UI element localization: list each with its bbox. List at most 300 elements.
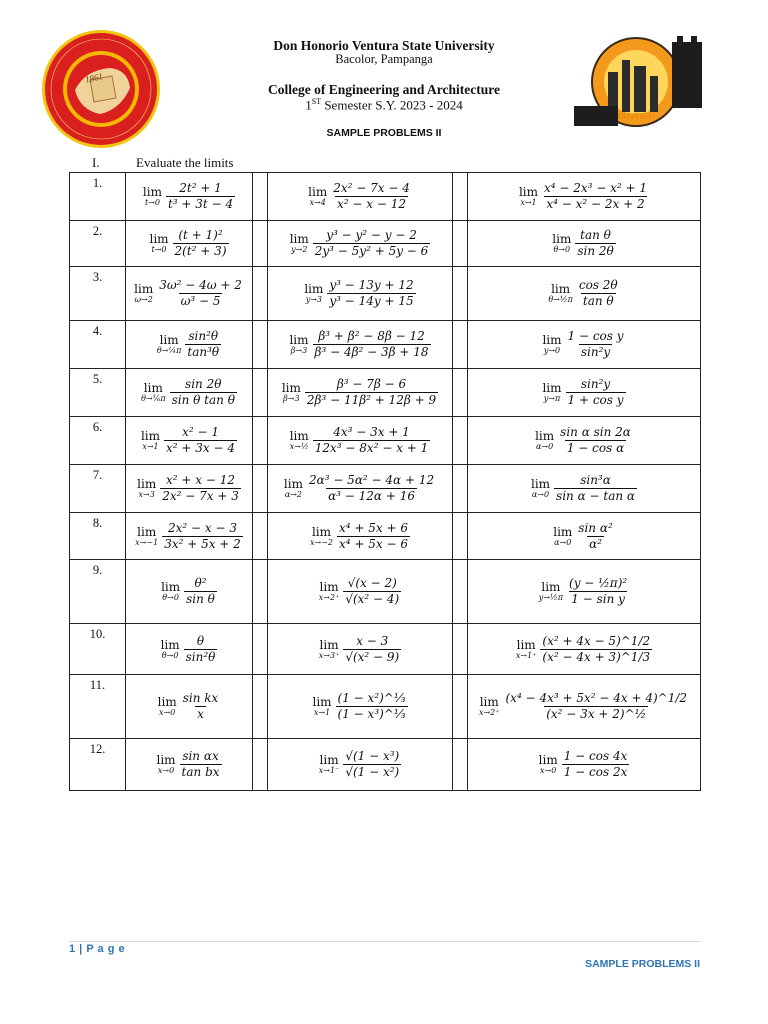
limit [135, 521, 243, 552]
denominator: t³ + 3t − 4 [167, 197, 234, 211]
document-title: SAMPLE PROBLEMS II [326, 127, 442, 139]
lim-word: lim [289, 333, 309, 347]
lim-word: lim [542, 381, 562, 395]
limit-operator [539, 754, 558, 775]
lim-subscript: x→4 [309, 198, 326, 207]
denominator: 1 + cos y [567, 393, 624, 407]
denominator: 3x² + 5x + 2 [164, 536, 241, 551]
column-gap [453, 465, 468, 513]
limit-operator [542, 382, 561, 403]
lim-subscript: t→0 [144, 198, 160, 207]
numerator: x⁴ − 2x³ − x² + 1 [544, 181, 648, 195]
problem-row [70, 560, 701, 624]
fraction [540, 634, 652, 665]
limit [319, 634, 401, 665]
denominator: x [197, 707, 204, 721]
limit-operator [158, 696, 177, 717]
lim-word: lim [530, 477, 551, 491]
limit [134, 278, 244, 309]
limit [157, 329, 221, 360]
denominator: α² [589, 536, 602, 551]
fraction [173, 228, 229, 259]
numerator: y³ − 13y + 12 [329, 278, 414, 292]
limit-expression [468, 675, 701, 739]
limit-expression [126, 369, 253, 417]
limit-operator [156, 754, 175, 775]
column-gap [453, 513, 468, 560]
limit [310, 521, 410, 552]
numerator: θ² [194, 576, 207, 590]
limit-expression [468, 739, 701, 791]
fraction [166, 181, 235, 212]
column-gap [253, 369, 268, 417]
fraction [337, 521, 410, 552]
denominator: x² − x − 12 [337, 197, 407, 211]
lim-subscript: y→2 [291, 245, 308, 254]
limit-operator [552, 233, 571, 254]
limit-operator [319, 581, 340, 602]
fraction [576, 521, 614, 552]
fraction [558, 425, 633, 456]
problem-row [70, 739, 701, 791]
denominator: α³ − 12α + 16 [328, 489, 415, 503]
limit-expression [468, 465, 701, 513]
denominator: x⁴ + 5x − 6 [339, 536, 408, 551]
lim-subscript: x→½ [289, 442, 309, 451]
limit-operator [134, 283, 153, 304]
problem-number: 3. [70, 267, 126, 321]
lim-word: lim [283, 477, 303, 491]
problem-number: 8. [70, 513, 126, 560]
limit-operator [308, 186, 327, 207]
fraction [554, 473, 637, 504]
numerator: 1 − cos 4x [563, 749, 628, 763]
fraction [567, 576, 629, 607]
limit-operator [289, 334, 308, 355]
denominator: x² + 3x − 4 [166, 441, 236, 455]
denominator: sin θ [186, 592, 215, 606]
limit-expression [268, 624, 453, 675]
lim-subscript: x→0 [159, 708, 176, 717]
fraction [180, 749, 222, 780]
limit-expression [468, 321, 701, 369]
limit-expression [268, 321, 453, 369]
limit-expression [468, 369, 701, 417]
numerator: sin α² [578, 520, 613, 535]
column-gap [253, 513, 268, 560]
lim-subscript: x→3 [138, 490, 155, 499]
numerator: sin²θ [188, 329, 219, 343]
lim-word: lim [541, 580, 561, 594]
lim-word: lim [143, 381, 163, 395]
fraction [305, 377, 438, 408]
limit-operator [479, 696, 500, 717]
problem-number: 9. [70, 560, 126, 624]
column-gap [253, 465, 268, 513]
problems-table [69, 172, 701, 791]
limit-operator [516, 639, 537, 660]
denominator: x⁴ − x² − 2x + 2 [546, 197, 645, 211]
limit-expression [126, 417, 253, 465]
footer-title: SAMPLE PROBLEMS II [585, 958, 700, 970]
numerator: (y − ½π)² [569, 576, 628, 590]
limit [548, 278, 619, 309]
limit [542, 329, 625, 360]
lim-word: lim [137, 477, 157, 491]
lim-subscript: θ→⅙π [141, 394, 166, 403]
limit [284, 473, 436, 504]
limit-expression [126, 321, 253, 369]
lim-subscript: α→2 [284, 490, 303, 499]
limit [539, 576, 629, 607]
numerator: sin kx [182, 691, 219, 705]
lim-subscript: x→3⁺ [318, 650, 340, 660]
denominator: (x² − 3x + 2)^½ [546, 707, 647, 721]
limit-expression [268, 560, 453, 624]
limit [282, 377, 438, 408]
numerator: y³ − y² − y − 2 [326, 228, 417, 242]
numerator: √(1 − x³) [345, 749, 400, 763]
numerator: sin αx [182, 749, 219, 763]
lim-subscript: x→−2 [310, 537, 334, 547]
numerator: sin 2θ [185, 377, 222, 391]
limit-expression [468, 417, 701, 465]
denominator: (x² − 4x + 3)^1/3 [542, 649, 651, 664]
limit [519, 181, 649, 212]
numerator: θ [196, 633, 205, 648]
limit [141, 425, 237, 456]
numerator: √(x − 2) [347, 576, 397, 590]
limit [289, 329, 430, 360]
lim-word: lim [479, 695, 499, 709]
numerator: (x² + 4x − 5)^1/2 [542, 633, 651, 648]
lim-subscript: x→1 [520, 198, 537, 207]
numerator: cos 2θ [578, 278, 618, 292]
lim-word: lim [311, 524, 332, 539]
limit-expression [468, 221, 701, 267]
lim-word: lim [319, 580, 339, 594]
lim-word: lim [142, 185, 162, 199]
problem-number: 4. [70, 321, 126, 369]
problem-number: 2. [70, 221, 126, 267]
numerator: x⁴ + 5x + 6 [339, 520, 408, 535]
numerator: sin²y [580, 377, 611, 391]
limit-expression [268, 369, 453, 417]
numerator: x − 3 [356, 633, 389, 648]
limit [290, 425, 431, 456]
numerator: β³ − 7β − 6 [336, 377, 407, 391]
limit [161, 576, 217, 607]
problem-row [70, 321, 701, 369]
fraction [542, 181, 649, 212]
lim-word: lim [542, 333, 562, 347]
limit-operator [290, 430, 309, 451]
limit-expression [468, 560, 701, 624]
numerator: (x⁴ − 4x³ + 5x² − 4x + 4)^1/2 [505, 691, 688, 705]
lim-subscript: y→3 [305, 295, 323, 304]
limit-operator [310, 526, 333, 547]
numerator: sin³α [580, 473, 611, 487]
lim-subscript: x→−1 [135, 537, 159, 547]
numerator: 1 − cos y [567, 329, 624, 343]
limit [542, 377, 625, 408]
fraction [343, 749, 401, 780]
column-gap [253, 173, 268, 221]
denominator: tan θ [582, 294, 614, 308]
lim-word: lim [157, 695, 177, 709]
lim-subscript: α→0 [531, 490, 550, 499]
lim-subscript: β→3 [283, 394, 300, 403]
denominator: √(x² − 9) [345, 649, 400, 664]
problem-row [70, 173, 701, 221]
limit-operator [548, 283, 573, 304]
column-gap [453, 369, 468, 417]
fraction [307, 473, 436, 504]
limit-operator [519, 186, 538, 207]
lim-word: lim [304, 282, 324, 296]
lim-subscript: t→0 [151, 245, 167, 254]
lim-subscript: x→1 [313, 708, 331, 717]
fraction [575, 228, 615, 259]
seal-year: 1861 [84, 71, 104, 85]
column-gap [453, 624, 468, 675]
limit-expression [126, 675, 253, 739]
limit-operator [539, 581, 563, 602]
fraction [343, 576, 401, 607]
lim-subscript: x→2⁺ [478, 708, 500, 717]
denominator: 2x² − 7x + 3 [162, 489, 239, 503]
limit [539, 749, 630, 780]
column-gap [253, 267, 268, 321]
fraction [566, 329, 626, 360]
lim-subscript: y→½π [538, 593, 564, 602]
lim-word: lim [312, 695, 332, 709]
problem-row [70, 221, 701, 267]
limit-expression [126, 513, 253, 560]
problem-row [70, 624, 701, 675]
limit-expression [268, 465, 453, 513]
limit-operator [135, 526, 158, 547]
limit-expression [126, 739, 253, 791]
limit-expression [126, 624, 253, 675]
lim-subscript: θ→½π [548, 295, 573, 304]
problem-number: 7. [70, 465, 126, 513]
denominator: (1 − x³)^⅓ [337, 707, 406, 721]
limit [308, 181, 412, 212]
column-gap [453, 173, 468, 221]
limit [143, 181, 235, 212]
problem-number: 11. [70, 675, 126, 739]
fraction [504, 691, 690, 722]
problem-number: 6. [70, 417, 126, 465]
fraction [566, 377, 626, 408]
denominator: sin²θ [185, 649, 216, 664]
denominator: 2y³ − 5y² + 5y − 6 [314, 244, 429, 258]
limit-operator [290, 233, 309, 254]
limit [535, 425, 633, 456]
college-logo-text: DHVTSU [618, 112, 651, 121]
denominator: 2(t² + 3) [174, 244, 227, 258]
lim-subscript: x→1⁺ [515, 650, 537, 660]
fraction [170, 377, 237, 408]
denominator: ω³ − 5 [180, 294, 221, 308]
limit-operator [141, 382, 166, 403]
limit-expression [268, 739, 453, 791]
denominator: 1 − sin y [571, 592, 625, 606]
limit-expression [126, 267, 253, 321]
denominator: √(x² − 4) [345, 592, 400, 606]
limit-expression [126, 221, 253, 267]
limit-operator [141, 430, 160, 451]
limit [553, 521, 615, 552]
fraction [185, 329, 221, 360]
limit-expression [468, 513, 701, 560]
fraction [181, 691, 221, 722]
denominator: tan³θ [187, 345, 220, 359]
numerator: (t + 1)² [178, 228, 223, 242]
limit-expression [126, 173, 253, 221]
limit-operator [161, 581, 180, 602]
limit [516, 634, 652, 665]
problem-row [70, 369, 701, 417]
numerator: 2x² − 7x − 4 [333, 181, 410, 195]
problem-row [70, 267, 701, 321]
lim-word: lim [134, 282, 154, 296]
fraction [331, 181, 412, 212]
fraction [160, 473, 241, 504]
lim-subscript: θ→0 [162, 593, 179, 602]
college-name: College of Engineering and Architecture [268, 82, 500, 97]
numerator: x² + x − 12 [166, 473, 236, 487]
numerator: (1 − x²)^⅓ [337, 691, 406, 705]
column-gap [453, 267, 468, 321]
lim-word: lim [289, 232, 309, 246]
lim-subscript: x→1⁻ [318, 766, 340, 775]
lim-word: lim [160, 637, 180, 652]
limit-operator [284, 478, 303, 499]
limit-expression [268, 513, 453, 560]
limit [137, 473, 241, 504]
limit-operator [542, 334, 561, 355]
limit-operator [143, 186, 162, 207]
fraction [184, 576, 217, 607]
denominator: 12x³ − 8x² − x + 1 [314, 441, 429, 455]
column-gap [453, 417, 468, 465]
fraction [162, 521, 243, 552]
lim-word: lim [149, 232, 169, 246]
numerator: 2α³ − 5α² − 4α + 12 [308, 473, 435, 487]
limit-expression [468, 624, 701, 675]
denominator: y³ − 14y + 15 [329, 294, 414, 308]
fraction [313, 425, 431, 456]
denominator: √(1 − x²) [345, 765, 400, 779]
fraction [157, 278, 244, 309]
fraction [343, 634, 401, 665]
column-gap [453, 739, 468, 791]
lim-word: lim [289, 429, 309, 443]
fraction [164, 425, 237, 456]
column-gap [453, 560, 468, 624]
section-number: I. [92, 155, 100, 170]
fraction [184, 634, 218, 665]
denominator: 1 − cos α [566, 441, 625, 455]
column-gap [453, 675, 468, 739]
lim-subscript: θ→0 [161, 650, 179, 660]
lim-word: lim [552, 232, 572, 246]
limit-expression [126, 560, 253, 624]
limit [141, 377, 237, 408]
limit-operator [157, 334, 182, 355]
fraction [336, 691, 408, 722]
limit-operator [319, 639, 340, 660]
limit-expression [268, 267, 453, 321]
lim-word: lim [516, 637, 536, 652]
lim-word: lim [281, 381, 301, 395]
lim-word: lim [319, 753, 339, 767]
lim-subscript: α→0 [554, 537, 572, 547]
fraction [327, 278, 415, 309]
numerator: sin α sin 2α [560, 425, 631, 439]
column-gap [253, 675, 268, 739]
footer-divider [69, 941, 701, 942]
problem-row [70, 513, 701, 560]
lim-word: lim [159, 333, 179, 347]
limit [319, 749, 401, 780]
limit [312, 691, 407, 722]
problem-number: 1. [70, 173, 126, 221]
limit [531, 473, 637, 504]
numerator: 2x² − x − 3 [168, 520, 237, 535]
limit [149, 228, 228, 259]
column-gap [253, 221, 268, 267]
limit-operator [312, 696, 331, 717]
limit [156, 749, 221, 780]
problem-number: 10. [70, 624, 126, 675]
lim-word: lim [319, 637, 339, 652]
lim-word: lim [137, 524, 157, 539]
limit-operator [553, 526, 572, 547]
fraction [313, 228, 431, 259]
limit-operator [319, 754, 340, 775]
denominator: sin²y [580, 345, 611, 359]
denominator: sin θ tan θ [171, 393, 235, 407]
limit-expression [268, 675, 453, 739]
semester-line: 1ST Semester S.Y. 2023 - 2024 [305, 97, 463, 113]
lim-subscript: θ→0 [553, 245, 571, 254]
lim-word: lim [518, 185, 538, 199]
lim-word: lim [551, 282, 571, 296]
numerator: 2t² + 1 [179, 181, 222, 195]
fraction [577, 278, 620, 309]
lim-word: lim [161, 580, 181, 594]
limit-operator [161, 639, 180, 660]
university-address: Bacolor, Pampanga [335, 52, 433, 66]
limit-operator [149, 233, 168, 254]
lim-subscript: x→2⁺ [318, 593, 340, 602]
lim-subscript: ω→2 [134, 295, 153, 304]
lim-subscript: β→3 [290, 346, 308, 355]
problem-row [70, 417, 701, 465]
lim-subscript: θ→¼π [156, 346, 182, 355]
problem-row [70, 465, 701, 513]
denominator: β³ − 4β² − 3β + 18 [314, 345, 429, 359]
column-gap [253, 321, 268, 369]
lim-word: lim [308, 185, 328, 199]
lim-subscript: α→0 [536, 442, 554, 451]
lim-subscript: y→0 [543, 346, 561, 355]
limit-expression [468, 267, 701, 321]
column-gap [253, 560, 268, 624]
